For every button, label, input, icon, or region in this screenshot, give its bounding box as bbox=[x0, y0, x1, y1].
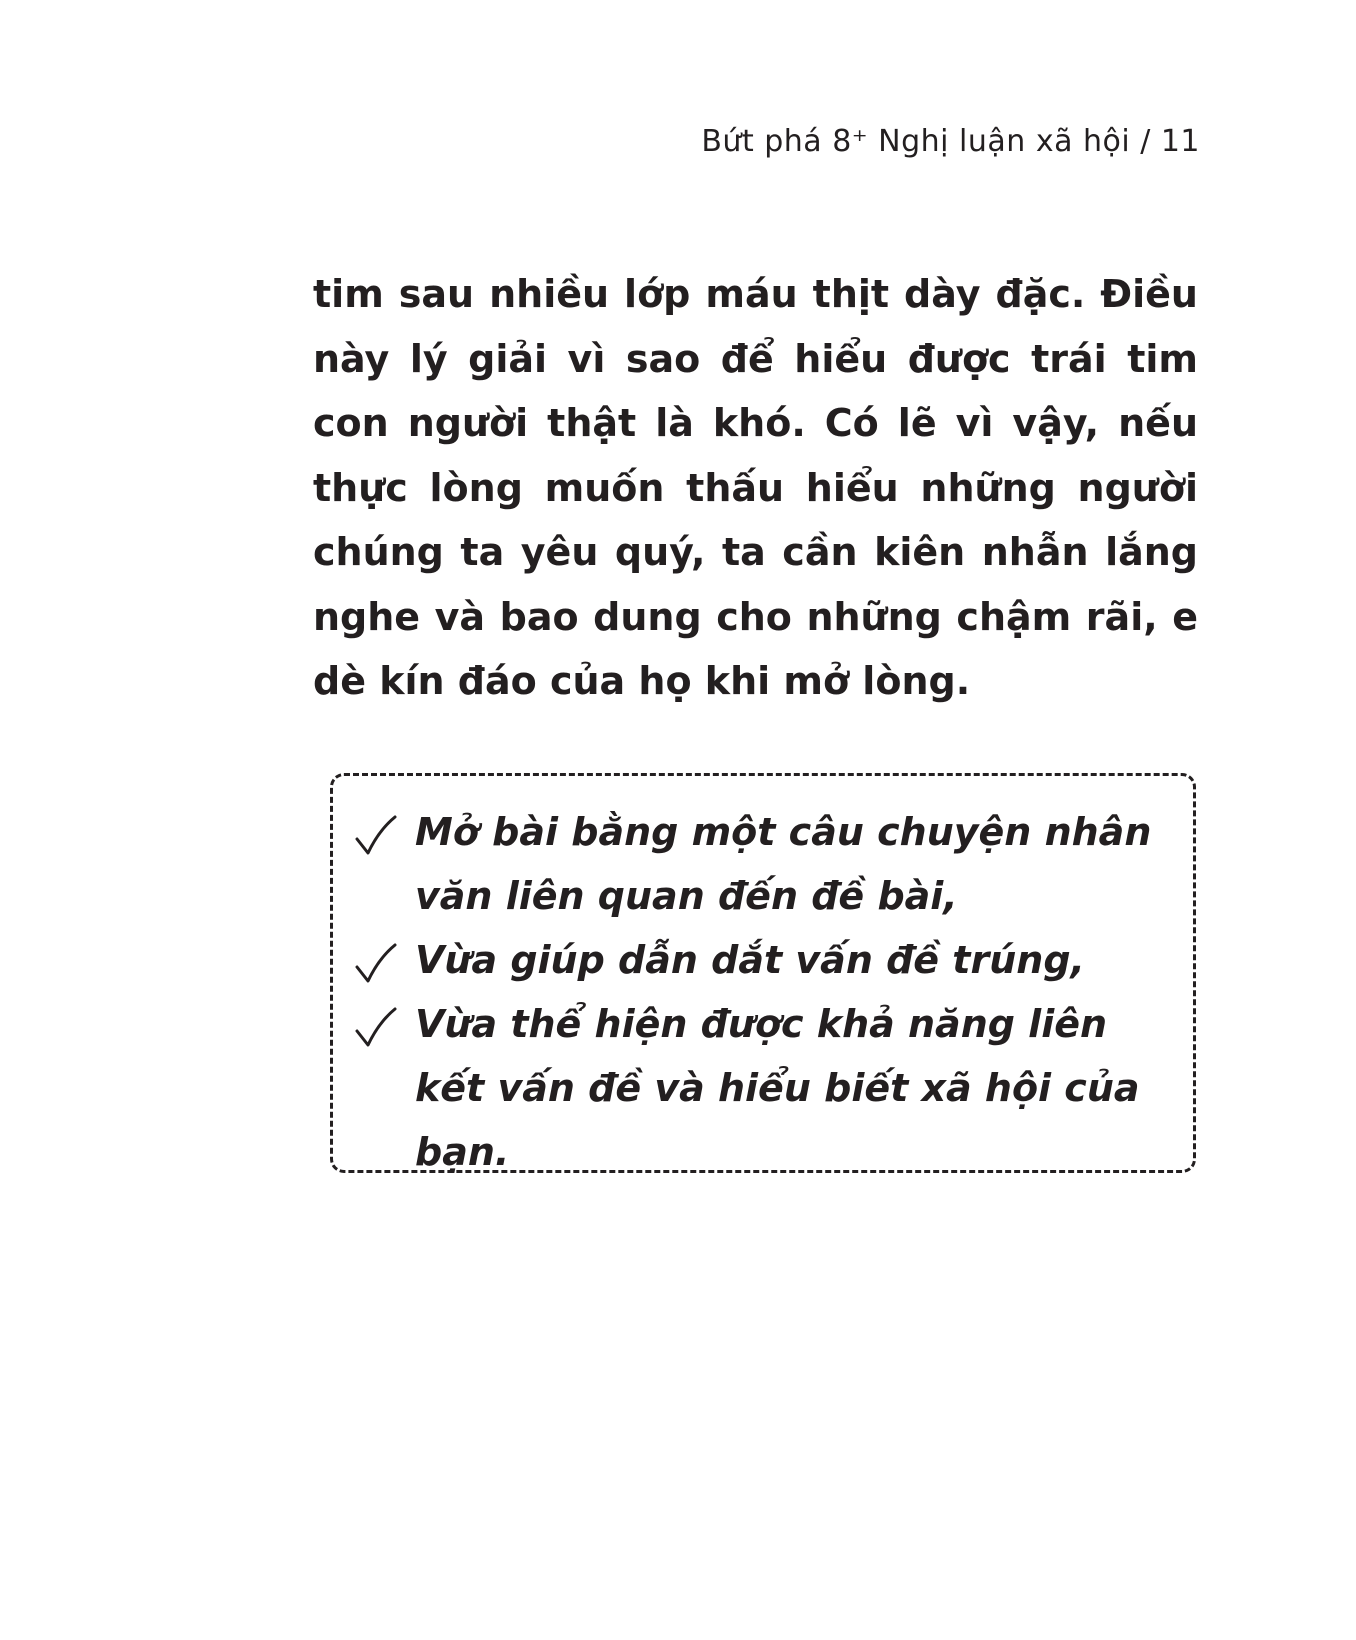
tip-list bbox=[353, 800, 1173, 1184]
check-icon bbox=[353, 814, 397, 858]
tip-item bbox=[353, 928, 1173, 992]
tip-item bbox=[353, 800, 1173, 928]
tip-text: Vừa thể hiện được khả năng liên kết vấn đề và hiểu biết xã hội của bạn. bbox=[415, 1002, 1140, 1174]
tip-text: Mở bài bằng một câu chuyện nhân văn liên quan đến đề bài, bbox=[415, 810, 1152, 918]
tip-text: Vừa giúp dẫn dắt vấn đề trúng, bbox=[415, 938, 1085, 982]
check-icon bbox=[353, 942, 397, 986]
tip-item bbox=[353, 992, 1173, 1184]
running-head bbox=[701, 124, 1200, 159]
tip-box bbox=[330, 773, 1196, 1173]
header-separator: / bbox=[1140, 124, 1151, 159]
check-icon bbox=[353, 1006, 397, 1050]
page-number: 11 bbox=[1160, 124, 1200, 159]
book-title: Bứt phá 8⁺ Nghị luận xã hội bbox=[701, 124, 1131, 159]
body-paragraph: tim sau nhiều lớp máu thịt dày đặc. Điều này lý giải vì sao để hiểu được trái tim con người thật là khó. Có lẽ vì vậy, nếu thực lòng muốn thấu hiểu những người chúng ta yêu quý, ta cần kiên nhẫn lắng nghe và bao dung cho những chậm rãi, e dè kín đáo của họ khi mở lòng. bbox=[313, 272, 1198, 703]
